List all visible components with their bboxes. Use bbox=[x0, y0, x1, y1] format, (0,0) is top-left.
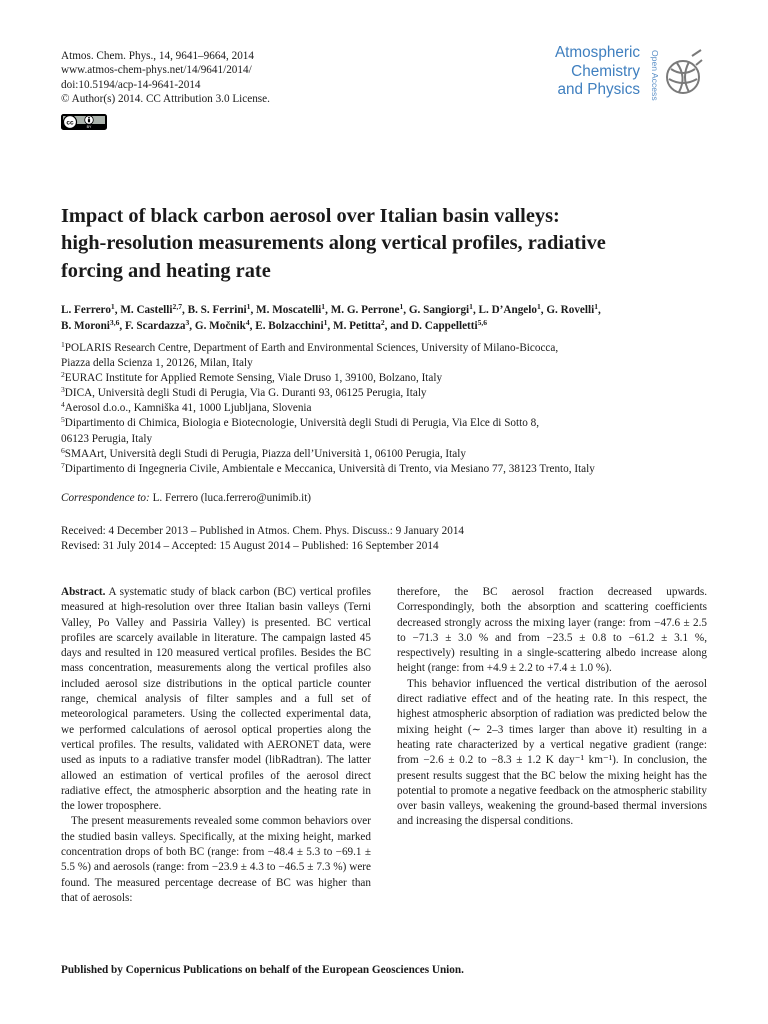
affiliation bbox=[61, 371, 711, 386]
affiliation-number: 1 bbox=[61, 340, 65, 349]
author: G. Rovelli bbox=[546, 304, 595, 316]
doi[interactable]: doi:10.5194/acp-14-9641-2014 bbox=[61, 78, 201, 91]
author: M. Moscatelli bbox=[256, 304, 322, 316]
affiliation-text: POLARIS Research Centre, Department of Earth and Environmental Sciences, University of Milano-Bicocca, bbox=[64, 342, 559, 354]
revised-dates: Revised: 31 July 2014 – Accepted: 15 August 2014 – Published: 16 September 2014 bbox=[61, 540, 439, 553]
affiliation bbox=[61, 401, 711, 416]
author-affiliation: 4 bbox=[245, 317, 250, 327]
author: B. S. Ferrini bbox=[187, 304, 247, 316]
affiliation-text: Dipartimento di Chimica, Biologia e Biotecnologie, Università degli Studi di Perugia, Via Elce di Sotto 8, bbox=[64, 417, 540, 430]
correspondence-email[interactable]: L. Ferrero (luca.ferrero@unimib.it) bbox=[152, 492, 312, 504]
affiliation bbox=[61, 416, 711, 431]
affiliation-text: Dipartimento di Ingegneria Civile, Ambientale e Meccanica, Università di Trento, via Mesiano 77, 38123 Trento, Italy bbox=[64, 462, 595, 475]
abstract-paragraph-1 bbox=[61, 585, 371, 814]
affiliation bbox=[61, 447, 711, 462]
affiliation-number: 4 bbox=[61, 400, 65, 410]
journal-name-line1: Atmospheric bbox=[554, 44, 640, 61]
affiliation-number: 2 bbox=[61, 370, 65, 380]
author-affiliation: 3,6 bbox=[109, 317, 120, 327]
license-notice: © Author(s) 2014. CC Attribution 3.0 License. bbox=[61, 92, 270, 105]
abstract-text: A systematic study of black carbon (BC) vertical profiles measured at high-resolution over three Italian basin valleys (Terni Valley, Po Valley and Passiria Valley) is presented. BC vertical profiles are scarcely available in literature. The campaign lasted 45 days and resulted in 120 measured vertical profiles. Besides the BC mass concentration, measurements along the vertical profiles also included aerosol size distributions in the optical particle counter range, chemical analysis of filter samples and a full set of meteorological parameters. Using the collected experimental data, we performed calculations of aerosol optical properties along the vertical profiles. The results, validated with AERONET data, were used as inputs to a radiative transfer model (libRadtran). The latter allowed an estimation of vertical profiles of the aerosol direct radiative effect, the atmospheric absorption and the heating rate in the lower troposphere. bbox=[61, 586, 371, 813]
author-affiliation: 1 bbox=[594, 302, 599, 311]
journal-name bbox=[530, 44, 640, 100]
author-affiliation: 1 bbox=[399, 302, 404, 311]
abstract-paragraph-2: The present measurements revealed some common behaviors over the studied basin valleys. Specifically, at the mixing height, marked concentration drops of both BC (range: from −48.4 ± 5.3 to −69.1 ± 5.5 %) and aerosols (range: from −23.9 ± 4.3 to −46.5 ± 7.3 %) were found. The measured percentage decrease of BC was higher than that of aerosols: bbox=[61, 815, 371, 904]
affiliation-number: 7 bbox=[61, 460, 65, 470]
affiliation-continued: Piazza della Scienza 1, 20126, Milan, Italy bbox=[61, 357, 253, 370]
affiliation bbox=[61, 341, 711, 356]
affiliation-number: 3 bbox=[61, 385, 65, 395]
author-line-2: B. Moroni$^{3,6}$, F. Scardazza$^3$, G. Močnik$^4$, E. Bolzacchini$^1$, M. Petitta$^2$, and D. Cappelletti$^{5,6}$ bbox=[61, 317, 488, 332]
author: M. Castelli bbox=[120, 304, 173, 316]
author-affiliation: 1 bbox=[321, 302, 326, 311]
affiliation-text: Aerosol d.o.o., Kamniška 41, 1000 Ljubljana, Slovenia bbox=[64, 402, 312, 415]
abstract-label: Abstract. bbox=[61, 586, 106, 598]
author-line-1: L. Ferrero$^1$, M. Castelli$^{2,7}$, B. S. Ferrini$^1$, M. Moscatelli$^1$, M. G. Perrone$^1$, G. Sangiorgi$^1$, L. D’Angelo$^1$, G. Rovelli$^1$, bbox=[61, 302, 601, 316]
article-url[interactable]: www.atmos-chem-phys.net/14/9641/2014/ bbox=[61, 64, 252, 77]
cc-badge-text: cc bbox=[66, 119, 74, 127]
affiliation bbox=[61, 462, 711, 477]
abstract-left-column bbox=[61, 585, 371, 906]
title-line-3: forcing and heating rate bbox=[61, 259, 271, 282]
author: G. Močnik bbox=[194, 319, 246, 332]
correspondence-label: Correspondence to: bbox=[61, 492, 150, 504]
affiliation-continued: 06123 Perugia, Italy bbox=[61, 432, 153, 445]
received-dates: Received: 4 December 2013 – Published in Atmos. Chem. Phys. Discuss.: 9 January 2014 bbox=[61, 525, 465, 537]
affiliation-text: EURAC Institute for Applied Remote Sensing, Viale Druso 1, 39100, Bolzano, Italy bbox=[64, 372, 443, 385]
open-access-label bbox=[644, 48, 660, 106]
article-header bbox=[61, 49, 270, 106]
egu-globe-icon bbox=[662, 47, 704, 109]
correspondence bbox=[61, 492, 311, 504]
affiliation-number: 5 bbox=[61, 415, 65, 425]
title-line-1: Impact of black carbon aerosol over Italian basin valleys: bbox=[61, 205, 560, 227]
affiliation bbox=[61, 386, 711, 401]
author-affiliation: 1 bbox=[469, 302, 473, 311]
author: M. Petitta bbox=[333, 319, 381, 332]
abstract-right-column bbox=[397, 585, 707, 830]
affiliation-text: DICA, Università degli Studi di Perugia, Via G. Duranti 93, 06125 Perugia, Italy bbox=[64, 387, 427, 400]
author-affiliation: 3 bbox=[185, 317, 190, 327]
author: M. G. Perrone bbox=[330, 304, 400, 316]
journal-name-line3: and Physics bbox=[557, 81, 640, 98]
author-affiliation: 1 bbox=[323, 317, 328, 327]
affiliation-number: 6 bbox=[61, 445, 65, 455]
open-access-text: Open Access bbox=[650, 50, 660, 101]
publication-dates bbox=[61, 524, 464, 555]
abstract-paragraph-1-continued: therefore, the BC aerosol fraction decreased upwards. Correspondingly, both the absorption and scattering coefficients decreased strongly across the mixing layer (range: from −47.6 ± 2.5 to −71.3 ± 3.0 % and from −23.5 ± 0.8 to −61.2 ± 3.1 %, respectively) resulting in a single-scattering albedo increase along height (range: from +4.9 ± 2.2 to +7.4 ± 1.0 %). bbox=[397, 586, 707, 675]
author-affiliation: 1 bbox=[536, 302, 541, 311]
author-affiliation: 1 bbox=[110, 302, 115, 311]
author-affiliation: 1 bbox=[246, 302, 251, 311]
paper-title bbox=[61, 203, 701, 285]
author: F. Scardazza bbox=[125, 319, 186, 332]
journal-name-line2: Chemistry bbox=[571, 62, 640, 80]
cc-by-badge-icon[interactable] bbox=[61, 114, 107, 130]
author: B. Moroni bbox=[61, 319, 110, 332]
authors-and: and bbox=[390, 319, 409, 332]
author-affiliation: 2 bbox=[380, 317, 385, 327]
author: E. Bolzacchini bbox=[255, 319, 324, 332]
cc-by-text: BY bbox=[86, 125, 92, 130]
author: L. D’Angelo bbox=[478, 304, 537, 316]
author: D. Cappelletti bbox=[411, 319, 478, 332]
author-list bbox=[61, 303, 711, 334]
citation: Atmos. Chem. Phys., 14, 9641–9664, 2014 bbox=[61, 50, 254, 62]
author: L. Ferrero bbox=[61, 304, 111, 316]
author-affiliation: 5,6 bbox=[477, 317, 488, 327]
abstract-paragraph-3: This behavior influenced the vertical distribution of the aerosol direct radiative effect and of the heating rate. In this respect, the highest atmospheric absorption of radiation was predicted below the mixing height (∼ 2–3 times larger than above it) resulting in a heating rate characterized by a vertical negative gradient (range: from −2.6 ± 0.2 to −8.3 ± 1.2 K day⁻¹ km⁻¹). In conclusion, the present results suggest that the BC below the mixing height has the potential to promote a negative feedback on the atmospheric stability over basin valleys, weakening the ground-based thermal inversions and increasing the dispersal conditions. bbox=[397, 677, 707, 828]
title-line-2: high-resolution measurements along vertical profiles, radiative bbox=[61, 232, 606, 255]
author: G. Sangiorgi bbox=[408, 304, 470, 316]
affiliation-text: SMAArt, Università degli Studi di Perugia, Piazza dell’Università 1, 06100 Perugia, Italy bbox=[64, 447, 466, 460]
author-affiliation: 2,7 bbox=[172, 302, 183, 311]
affiliation-list bbox=[61, 341, 711, 477]
publisher-footer: Published by Copernicus Publications on behalf of the European Geosciences Union. bbox=[61, 964, 464, 976]
